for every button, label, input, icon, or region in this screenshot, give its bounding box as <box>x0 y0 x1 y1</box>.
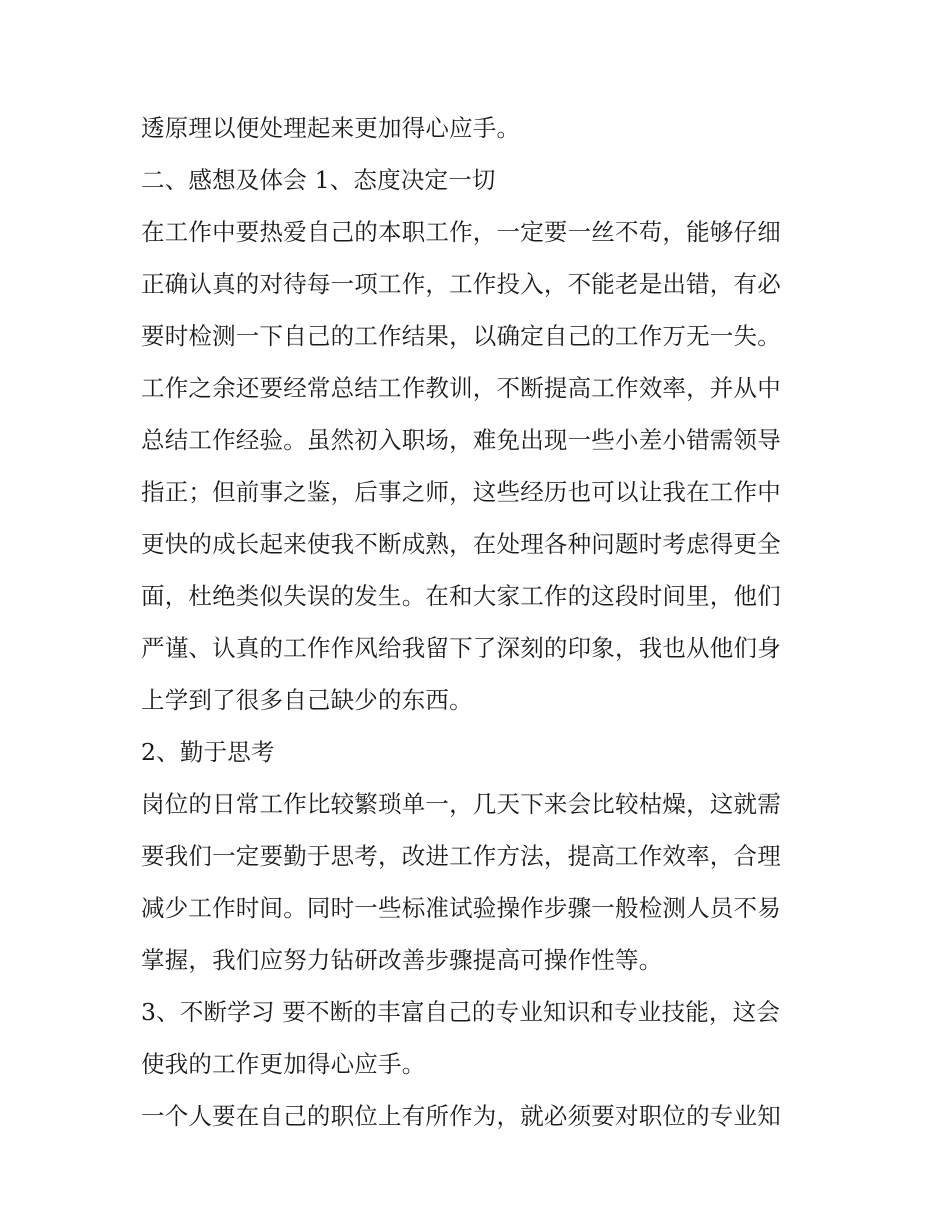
text-line: 使我的工作更加得心应手。 <box>141 1050 426 1078</box>
text-line: 要我们一定要勤于思考，改进工作方法，提高工作效率，合理 <box>141 842 781 870</box>
text-line: 一个人要在自己的职位上有所作为，就必须要对职位的专业知 <box>141 1102 781 1130</box>
section-heading: 2、勤于思考 <box>141 738 275 766</box>
text-line: 正确认真的对待每一项工作，工作投入，不能老是出错，有必 <box>141 270 781 298</box>
text-line: 严谨、认真的工作作风给我留下了深刻的印象，我也从他们身 <box>141 634 781 662</box>
text-line: 岗位的日常工作比较繁琐单一，几天下来会比较枯燥，这就需 <box>141 790 781 818</box>
text-line: 指正；但前事之鉴，后事之师，这些经历也可以让我在工作中 <box>141 478 781 506</box>
text-line: 减少工作时间。同时一些标准试验操作步骤一般检测人员不易 <box>141 894 781 922</box>
text-line: 工作之余还要经常总结工作教训，不断提高工作效率，并从中 <box>141 374 781 402</box>
section-heading: 二、感想及体会 1、态度决定一切 <box>141 166 496 194</box>
text-line: 要时检测一下自己的工作结果，以确定自己的工作万无一失。 <box>141 322 781 350</box>
text-line: 透原理以便处理起来更加得心应手。 <box>141 114 521 142</box>
text-line: 在工作中要热爱自己的本职工作，一定要一丝不苟，能够仔细 <box>141 218 781 246</box>
text-line: 上学到了很多自己缺少的东西。 <box>141 686 473 714</box>
text-line: 面，杜绝类似失误的发生。在和大家工作的这段时间里，他们 <box>141 582 781 610</box>
text-line: 总结工作经验。虽然初入职场，难免出现一些小差小错需领导 <box>141 426 781 454</box>
text-line: 更快的成长起来使我不断成熟，在处理各种问题时考虑得更全 <box>141 530 781 558</box>
text-line: 掌握，我们应努力钻研改善步骤提高可操作性等。 <box>141 946 663 974</box>
section-heading: 3、不断学习 要不断的丰富自己的专业知识和专业技能，这会 <box>141 998 781 1026</box>
